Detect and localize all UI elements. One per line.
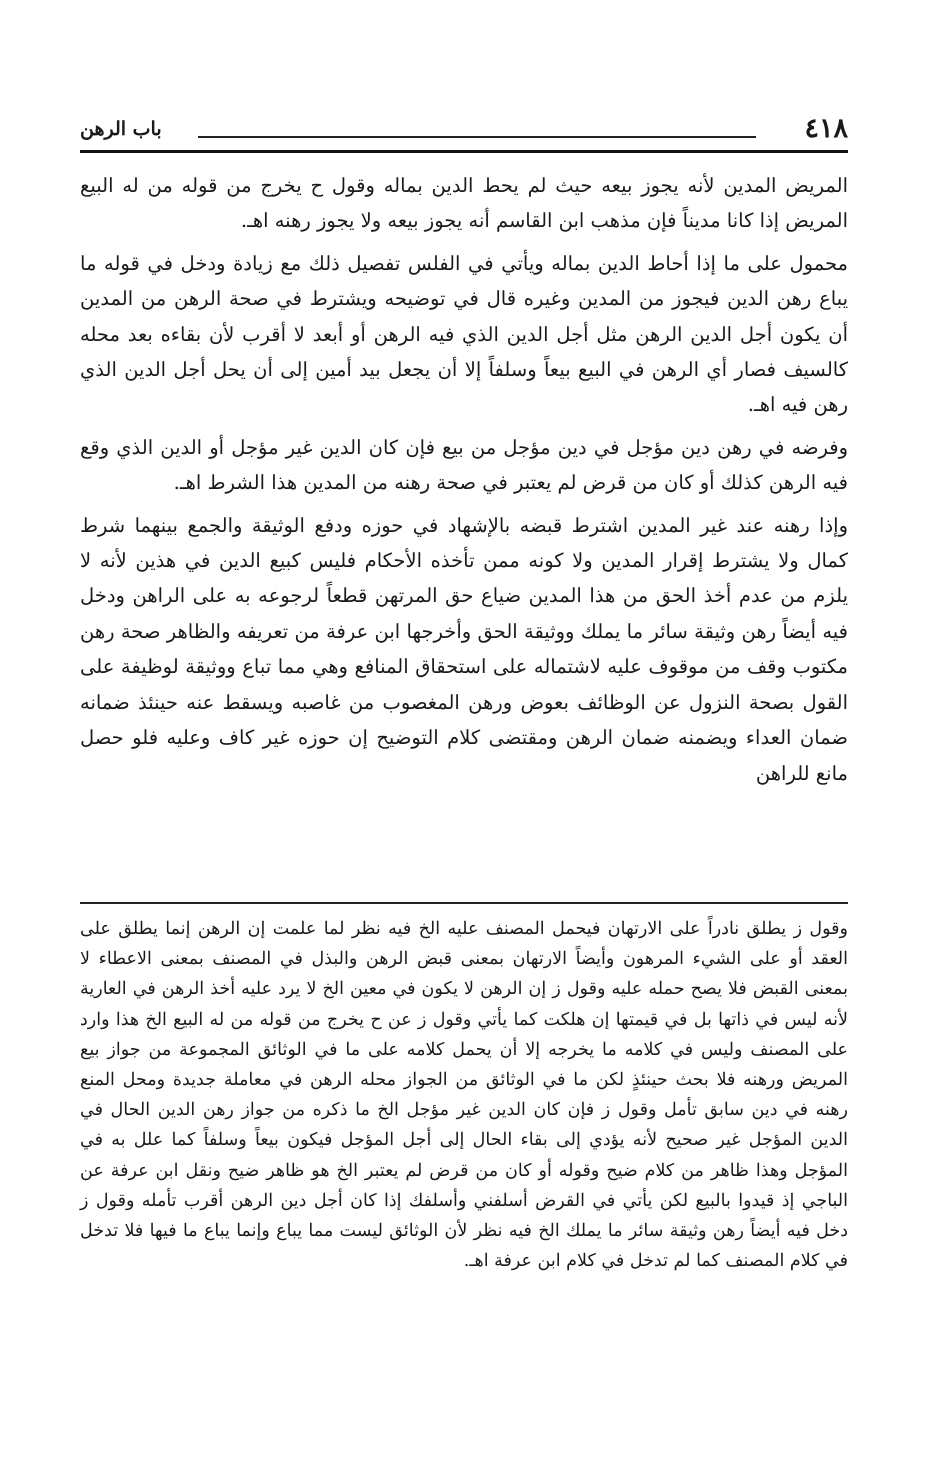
main-paragraph: محمول على ما إذا أحاط الدين بماله ويأتي في الفلس تفصيل ذلك مع زيادة ودخل في قوله ما يباع رهن الدين فيجوز من المدين وغيره قال في توضيحه ويشترط في صحة الرهن من المدين أن يكون أجل الدين الرهن مثل أجل الدين الذي فيه الرهن أو أبعد لا أقرب لأن بقاءه بعد محله كالسيف فصار أي الرهن في البيع بيعاً وسلفاً إلا أن يجعل بيد أمين إلى أن يحل أجل الدين الذي رهن فيه اهـ. [80,251,848,417]
footnote [80,914,848,1276]
page-header [80,112,848,146]
running-title: باب الرهن [80,118,162,140]
header-rule [80,150,848,153]
footnote-paragraph: وقول ز يطلق نادراً على الارتهان فيحمل المصنف عليه الخ فيه نظر لما علمت إن الرهن إنما يطلق على العقد أو على الشيء المرهون وأيضاً الارتهان بمعنى قبض الرهن والبذل في المصنف بمعنى الاعطاء لا بمعنى القبض فلا يصح حمله عليه وقول ز إن الرهن لا يكون في معين الخ لا يرد عليه أخذ الرهن في العارية لأنه ليس في ذاتها بل في قيمتها إن هلكت كما يأتي وقول ز عن ح يخرج من قوله من له البيع الخ هذا وارد على المصنف وليس في كلامه ما يخرجه إلا أن يحمل كلامه على ما في الوثائق المجموعة من جواز بيع المريض ورهنه فلا بحث حينئذٍ لكن ما في الوثائق من الجواز محله الرهن في معاملة جديدة ومحل المنع رهنه في دين سابق تأمل وقول ز فإن كان الدين غير مؤجل الخ ما ذكره من جواز رهن الدين الحال في الدين المؤجل غير صحيح لأنه يؤدي إلى بقاء الحال إلى أجل المؤجل فيكون بيعاً وسلفاً كما علل به في المؤجل وهذا ظاهر من كلام ضيح وقوله أو كان من قرض لم يعتبر الخ هو ظاهر ضيح ونقل ابن عرفة عن الباجي إذ قيدوا بالبيع لكن يأتي في القرض أسلفني وأسلفك إذا كان أجل دين الرهن أقرب تأمله وقول ز دخل فيه أيضاً رهن وثيقة سائر ما يملك الخ فيه نظر لأن الوثائق ليست مما يباع وإنما يباع ما فيها فلا تدخل في كلام المصنف كما لم تدخل في كلام ابن عرفة اهـ. [80,919,848,1272]
main-paragraph: وإذا رهنه عند غير المدين اشترط قبضه بالإشهاد في حوزه ودفع الوثيقة والجمع بينهما شرط كمال ولا يشترط إقرار المدين ولا كونه ممن تأخذه الأحكام فليس كبيع الدين في هذين لأنه لا يلزم من عدم أخذ الحق من هذا المدين ضياع حق المرتهن قطعاً لرجوعه به على الراهن ودخل فيه أيضاً رهن وثيقة سائر ما يملك ووثيقة الحق وأخرجها ابن عرفة من تعريفه والظاهر صحة رهن مكتوب وقف من موقوف عليه لاشتماله على استحقاق المنافع وهي مما تباع ووثيقة لوظيفة على القول بصحة النزول عن الوظائف بعوض ورهن المغصوب من غاصبه ويسقط عنه حينئذ ضمانه ضمان العداء ويضمنه ضمان الرهن ومقتضى كلام التوضيح إن حوزه غير كاف وعليه فلو حصل مانع للراهن [80,513,848,785]
main-text [80,168,848,798]
header-divider [198,136,756,138]
page-number: ٤١٨ [804,113,848,144]
main-paragraph: المريض المدين لأنه يجوز بيعه حيث لم يحط الدين بماله وقول ح يخرج من قوله من له البيع المريض إذا كانا مديناً فإن مذهب ابن القاسم أنه يجوز بيعه ولا يجوز رهنه اهـ. [80,174,848,233]
footnote-separator [80,902,848,904]
main-paragraph: وفرضه في رهن دين مؤجل في دين مؤجل من بيع فإن كان الدين غير مؤجل أو الدين الذي وقع فيه الرهن كذلك أو كان من قرض لم يعتبر في صحة رهنه من المدين هذا الشرط اهـ. [80,435,848,495]
